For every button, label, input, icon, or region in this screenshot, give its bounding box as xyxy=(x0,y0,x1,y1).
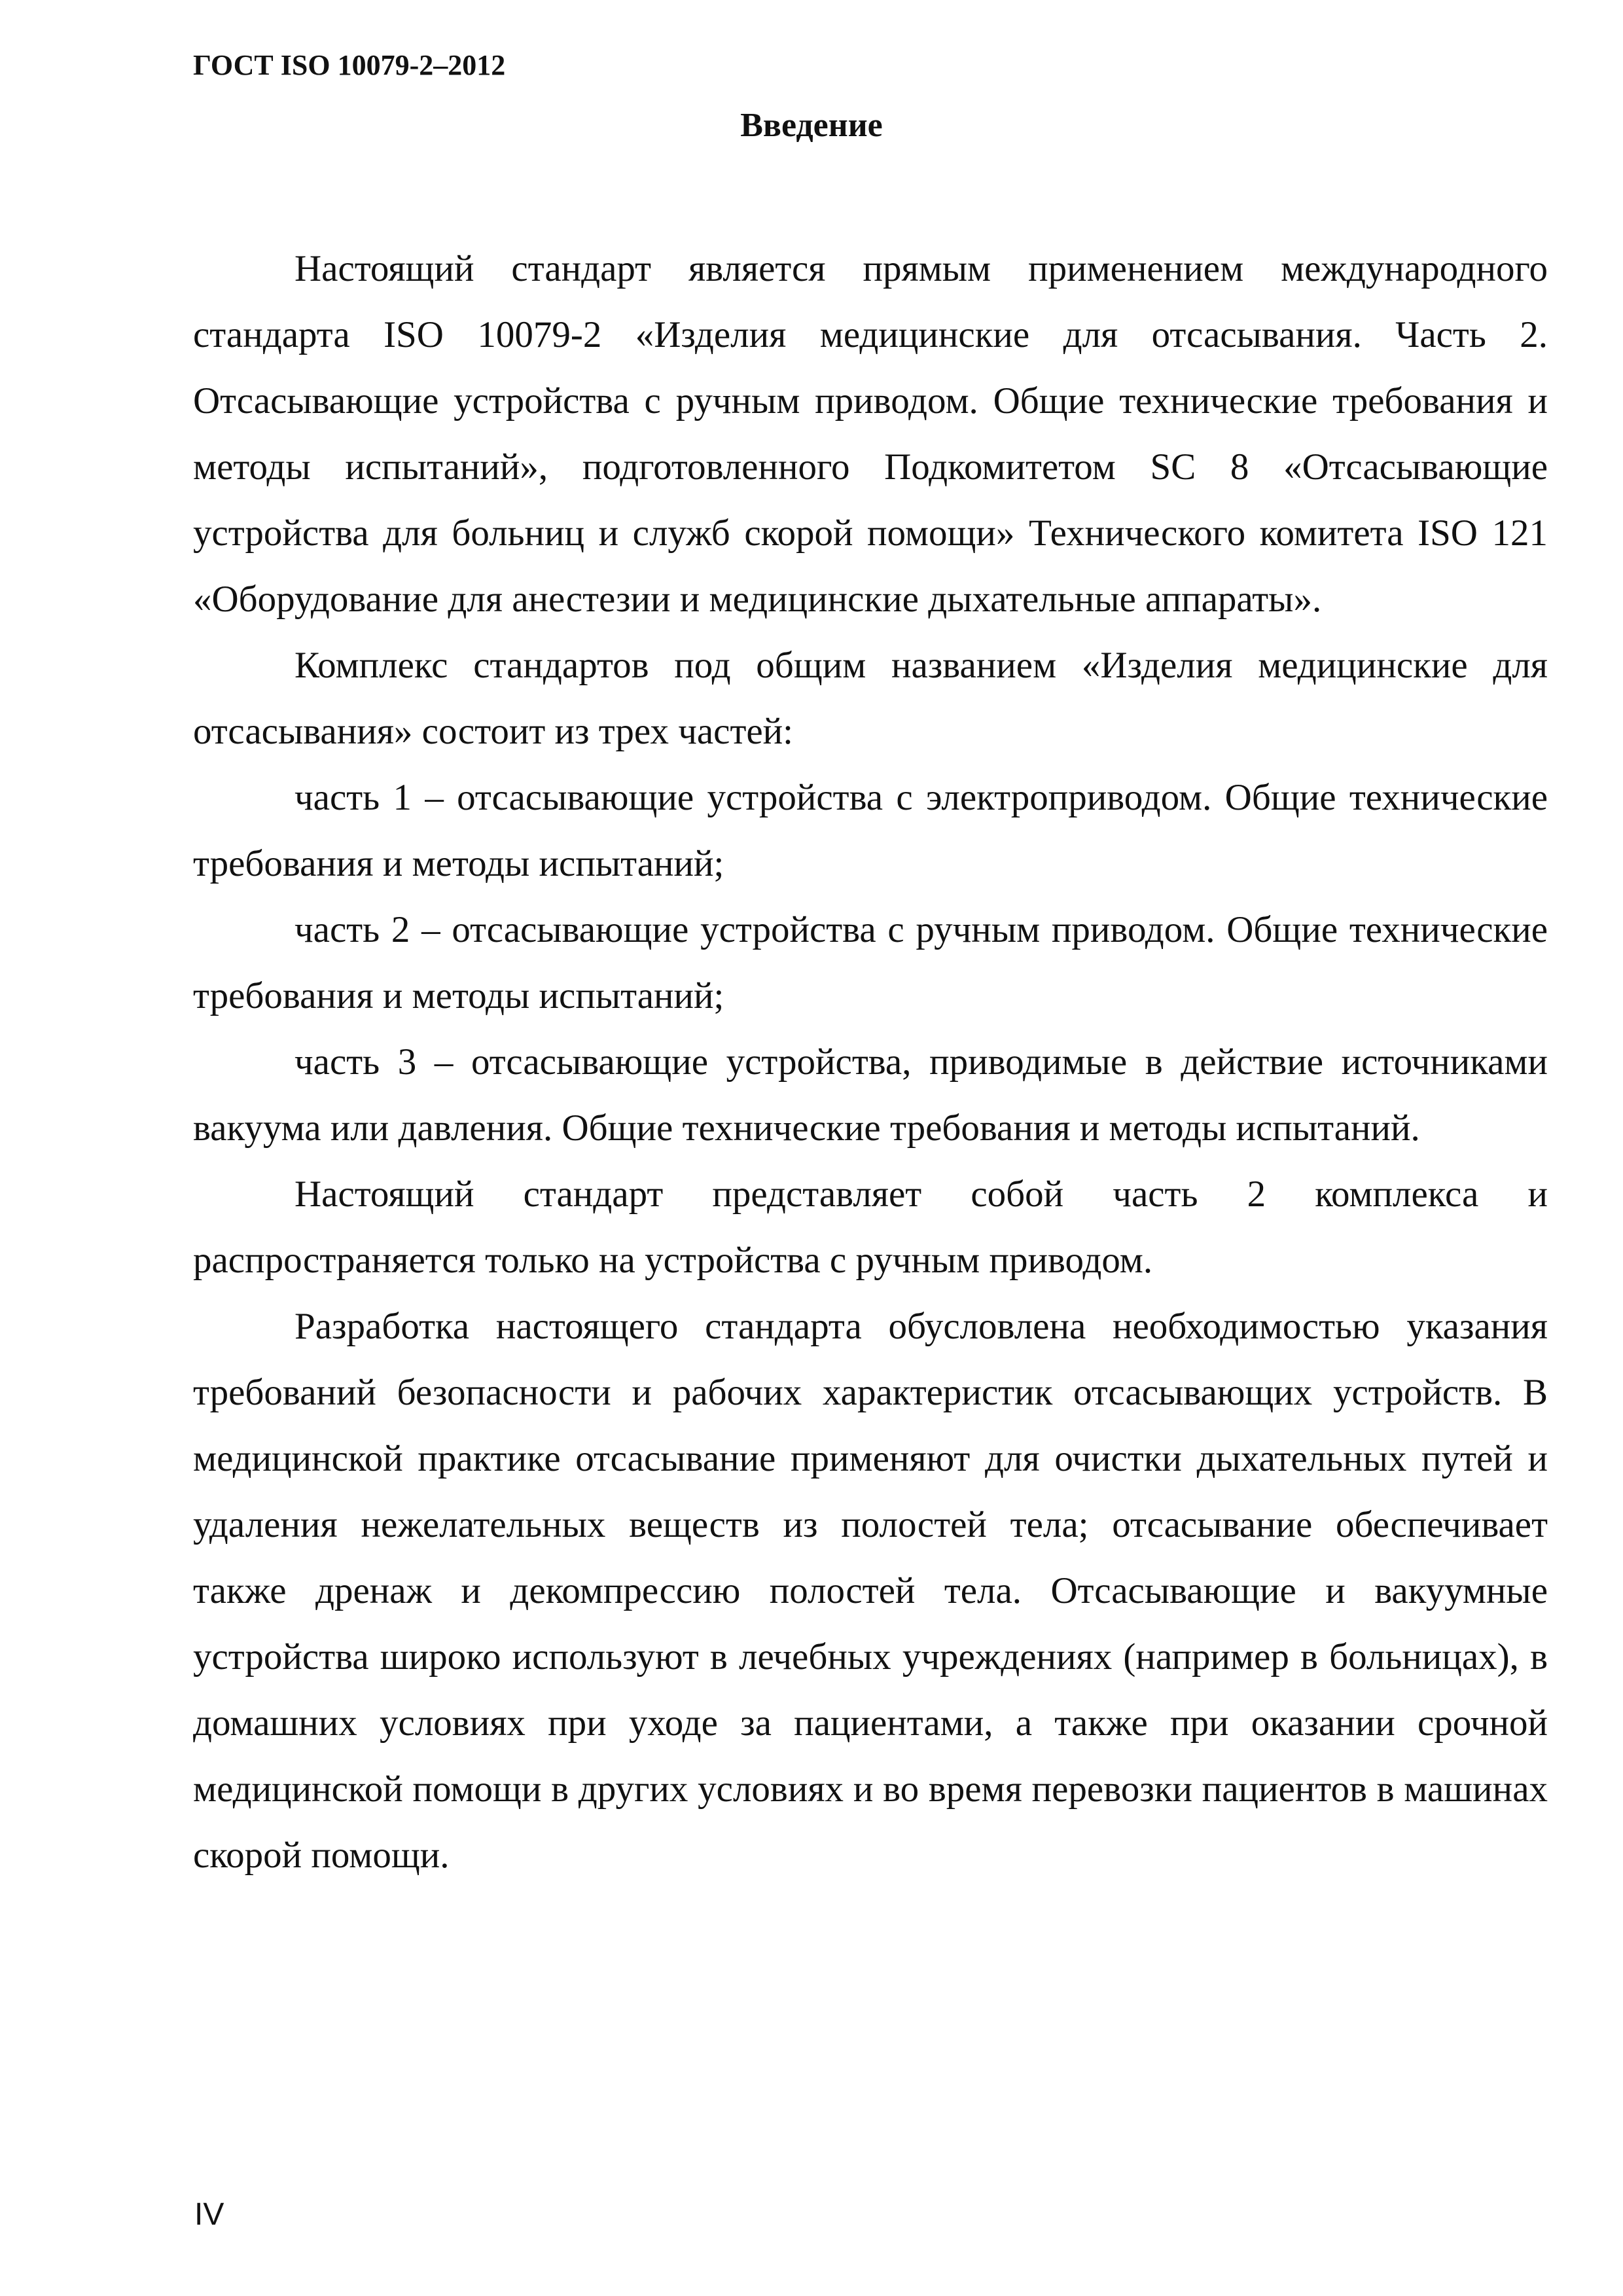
paragraph-part-1: часть 1 – отсасывающие устройства с электроприводом. Общие технические требования и методы испытаний; xyxy=(193,777,1548,884)
body-text xyxy=(193,236,1548,1888)
paragraph-rationale: Разработка настоящего стандарта обусловлена необходимостью указания требований безопасности и рабочих характеристик отсасывающих устройств. В медицинской практике отсасывание применяют для очистки дыхательных путей и удаления нежелательных веществ из полостей тела; отсасывание обеспечивает также дренаж и декомпрессию полостей тела. Отсасывающие и вакуумные устройства широко используют в лечебных учреждениях (например в больницах), в домашних условиях при уходе за пациентами, а также при оказании срочной медицинской помощи в других условиях и во время перевозки пациентов в машинах скорой помощи. xyxy=(193,1306,1548,1876)
section-title: Введение xyxy=(740,107,883,144)
paragraph-part-3: часть 3 – отсасывающие устройства, приводимые в действие источниками вакуума или давления. Общие технические требования и методы испытаний. xyxy=(193,1041,1548,1149)
paragraph-part-2: часть 2 – отсасывающие устройства с ручным приводом. Общие технические требования и методы испытаний; xyxy=(193,909,1548,1016)
paragraph-intro: Настоящий стандарт является прямым применением международного стандарта ISO 10079-2 «Изделия медицинские для отсасывания. Часть 2. Отсасывающие устройства с ручным приводом. Общие технические требования и методы испытаний», подготовленного Подкомитетом SC 8 «Отсасывающие устройства для больниц и служб скорой помощи» Технического комитета ISO 121 «Оборудование для анестезии и медицинские дыхательные аппараты». xyxy=(193,248,1548,620)
paragraph-complex: Комплекс стандартов под общим названием «Изделия медицинские для отсасывания» состоит из трех частей: xyxy=(193,645,1548,752)
paragraph-scope: Настоящий стандарт представляет собой часть 2 комплекса и распространяется только на устройства с ручным приводом. xyxy=(193,1174,1548,1281)
page-number: IV xyxy=(194,2197,224,2232)
document-code: ГОСТ ISO 10079-2–2012 xyxy=(193,49,506,81)
